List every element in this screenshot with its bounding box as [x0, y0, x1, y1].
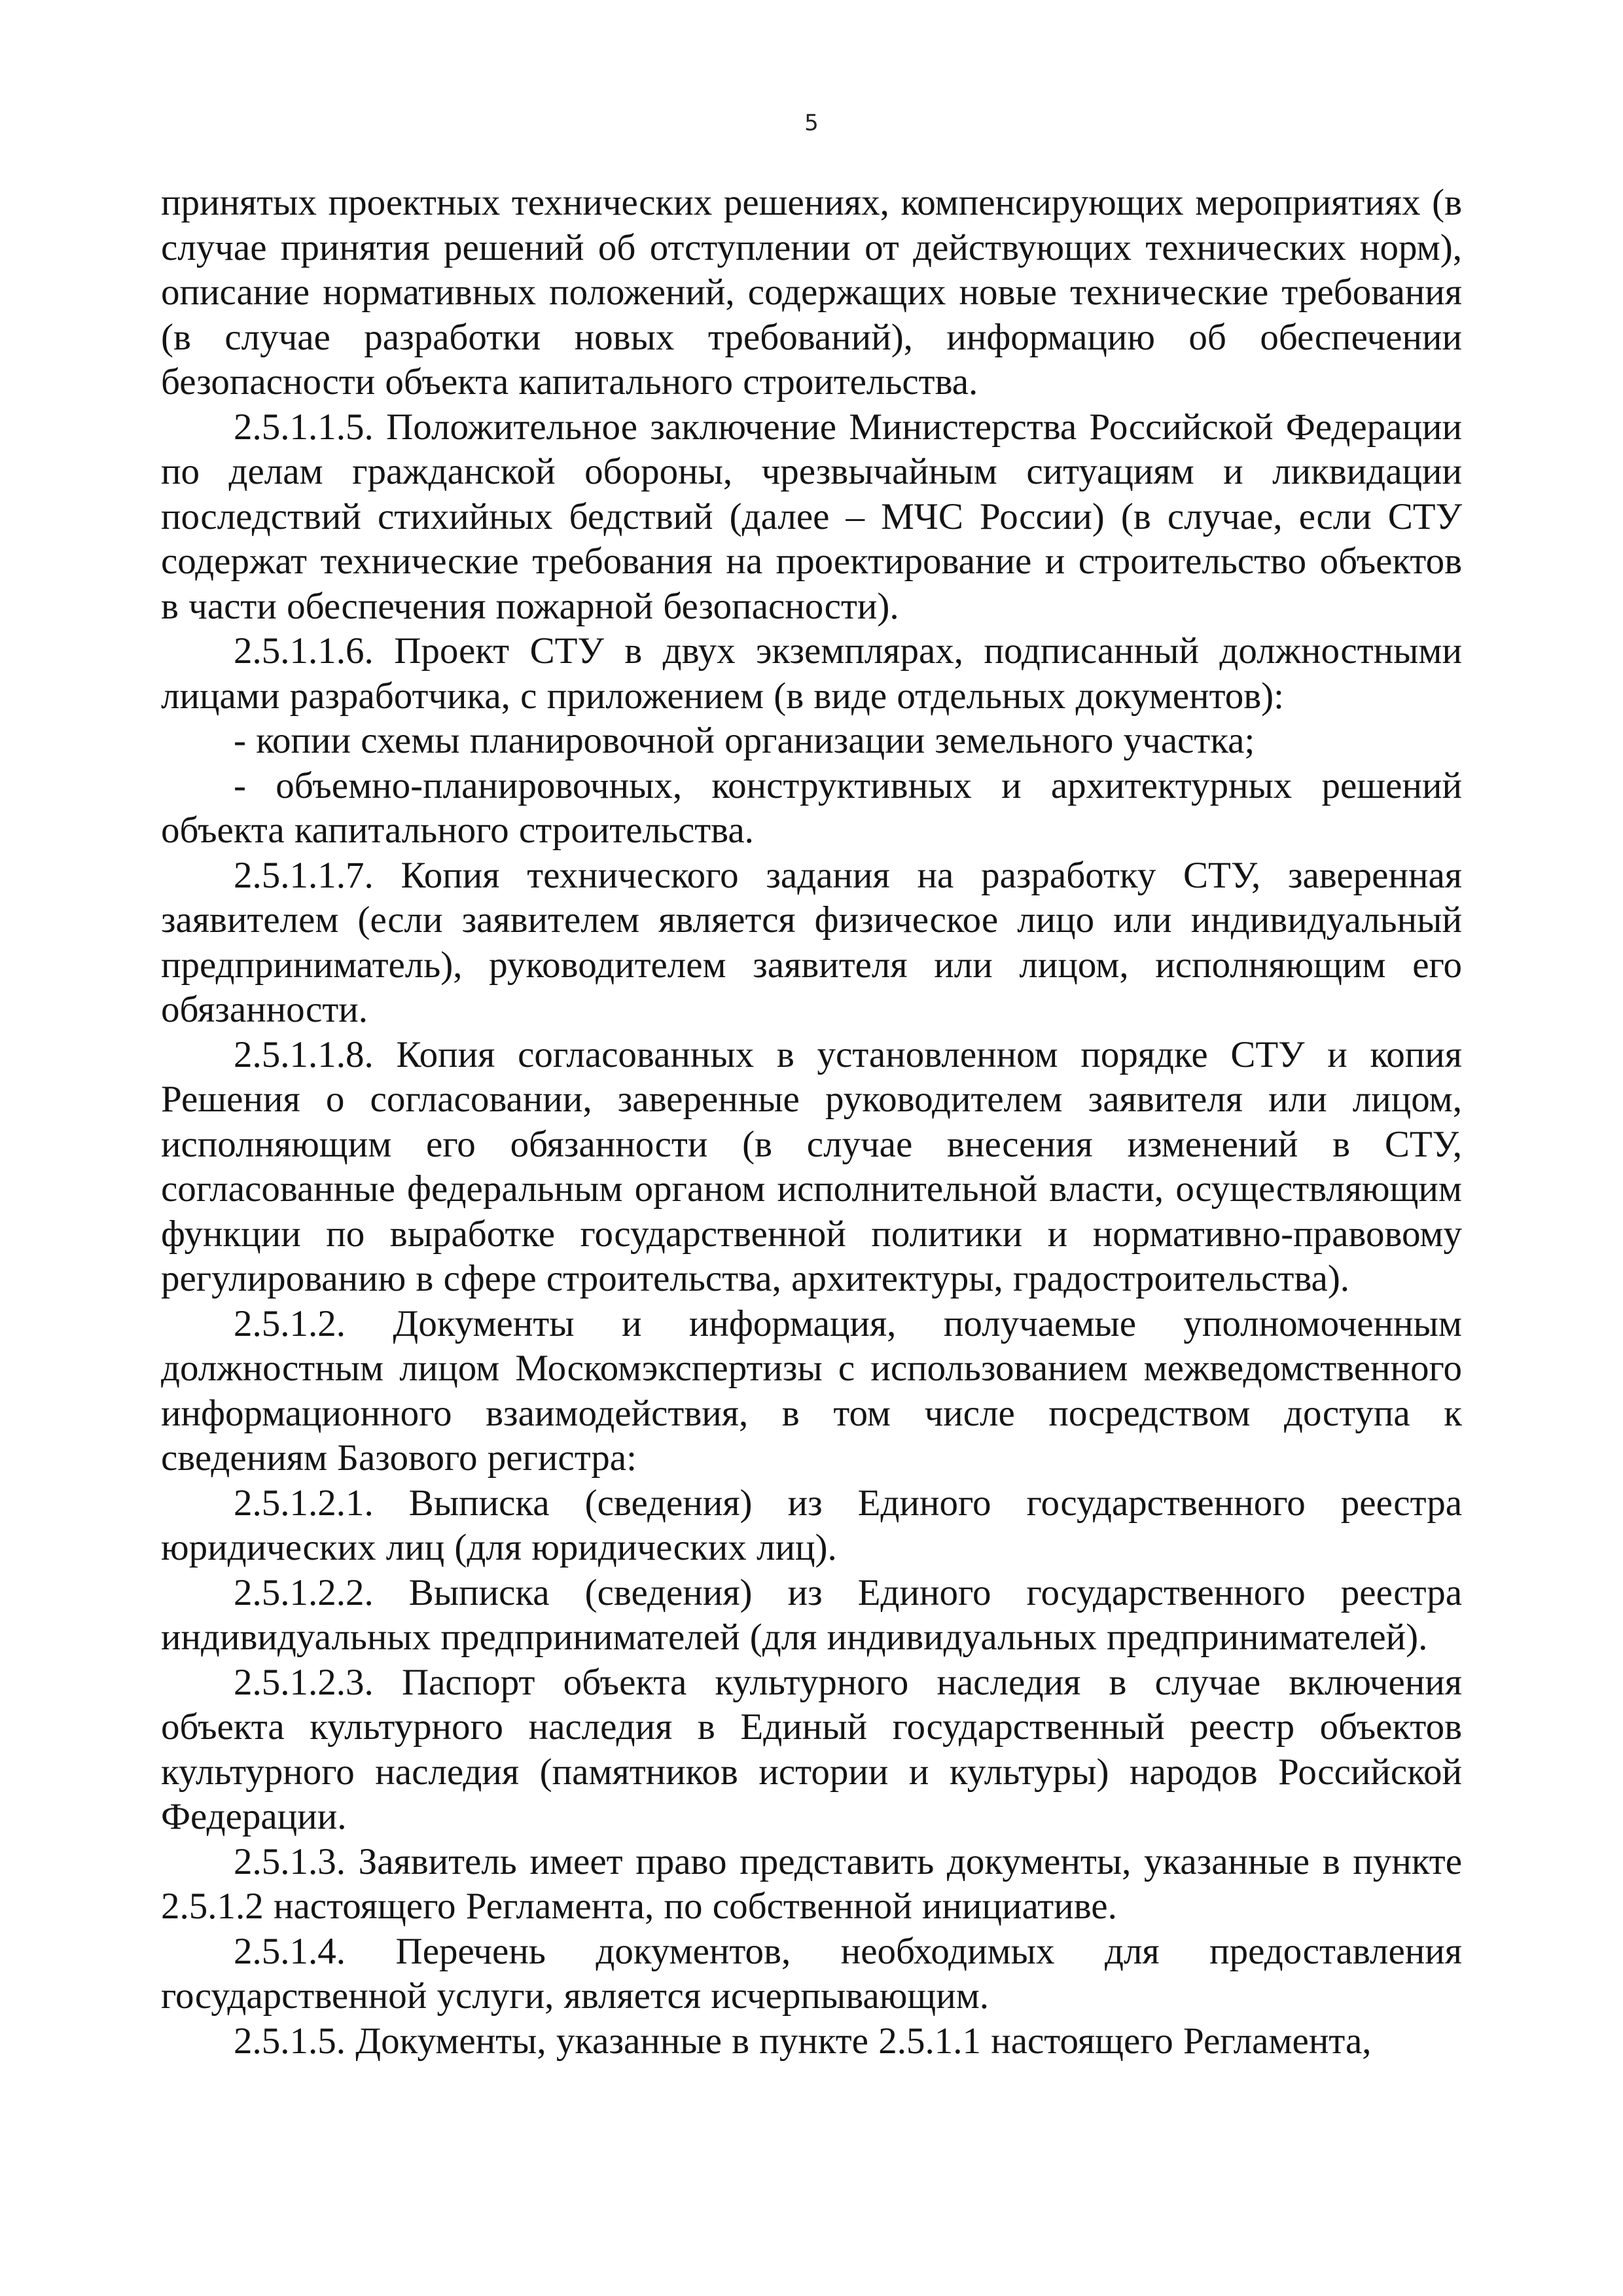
paragraph-2-5-1-2-3: 2.5.1.2.3. Паспорт объекта культурного наследия в случае включения объекта культурного наследия в Единый государственный реестр объектов культурного наследия (памятников истории и культуры) народов Российской Федерации.	[161, 1661, 1462, 1837]
paragraph-2-5-1-1-8: 2.5.1.1.8. Копия согласованных в установленном порядке СТУ и копия Решения о согласовании, заверенные руководителем заявителя или лицом, исполняющим его обязанности (в случае внесения изменений в СТУ, согласованные федеральным органом исполнительной власти, осуществляющим функции по выработке государственной политики и нормативно-правовому регулированию в сфере строительства, архитектуры, градостроительства).	[161, 1033, 1462, 1299]
paragraph-2-5-1-3: 2.5.1.3. Заявитель имеет право представить документы, указанные в пункте 2.5.1.2 настоящего Регламента, по собственной инициативе.	[161, 1840, 1462, 1927]
list-item-design-solutions: - объемно-планировочных, конструктивных и архитектурных решений объекта капитального строительства.	[161, 764, 1462, 851]
paragraph-2-5-1-2-1: 2.5.1.2.1. Выписка (сведения) из Единого государственного реестра юридических лиц (для юридических лиц).	[161, 1482, 1462, 1568]
paragraph-2-5-1-1-6: 2.5.1.1.6. Проект СТУ в двух экземплярах, подписанный должностными лицами разработчика, с приложением (в виде отдельных документов):	[161, 630, 1462, 717]
paragraph-2-5-1-1-5: 2.5.1.1.5. Положительное заключение Министерства Российской Федерации по делам гражданской обороны, чрезвычайным ситуациям и ликвидации последствий стихийных бедствий (далее – МЧС России) (в случае, если СТУ содержат технические требования на проектирование и строительство объектов в части обеспечения пожарной безопасности).	[161, 406, 1462, 627]
paragraph-2-5-1-1-7: 2.5.1.1.7. Копия технического задания на разработку СТУ, заверенная заявителем (если заявителем является физическое лицо или индивидуальный предприниматель), руководителем заявителя или лицом, исполняющим его обязанности.	[161, 854, 1462, 1030]
paragraph-2-5-1-5: 2.5.1.5. Документы, указанные в пункте 2.5.1.1 настоящего Регламента,	[234, 2020, 1372, 2062]
paragraph-continuation: принятых проектных технических решениях, компенсирующих мероприятиях (в случае принятия решений об отступлении от действующих технических норм), описание нормативных положений, содержащих новые технические требования (в случае разработки новых требований), информацию об обеспечении безопасности объекта капитального строительства.	[161, 182, 1462, 403]
paragraph-2-5-1-4: 2.5.1.4. Перечень документов, необходимых для предоставления государственной услуги, является исчерпывающим.	[161, 1930, 1462, 2017]
paragraph-2-5-1-2: 2.5.1.2. Документы и информация, получаемые уполномоченным должностным лицом Москомэкспертизы с использованием межведомственного информационного взаимодействия, в том числе посредством доступа к сведениям Базового регистра:	[161, 1302, 1462, 1479]
paragraph-2-5-1-2-2: 2.5.1.2.2. Выписка (сведения) из Единого государственного реестра индивидуальных предпринимателей (для индивидуальных предпринимателей).	[161, 1571, 1462, 1658]
document-body	[161, 181, 1462, 2064]
page-number: 5	[804, 110, 819, 136]
list-item-site-plan: - копии схемы планировочной организации земельного участка;	[234, 720, 1255, 761]
